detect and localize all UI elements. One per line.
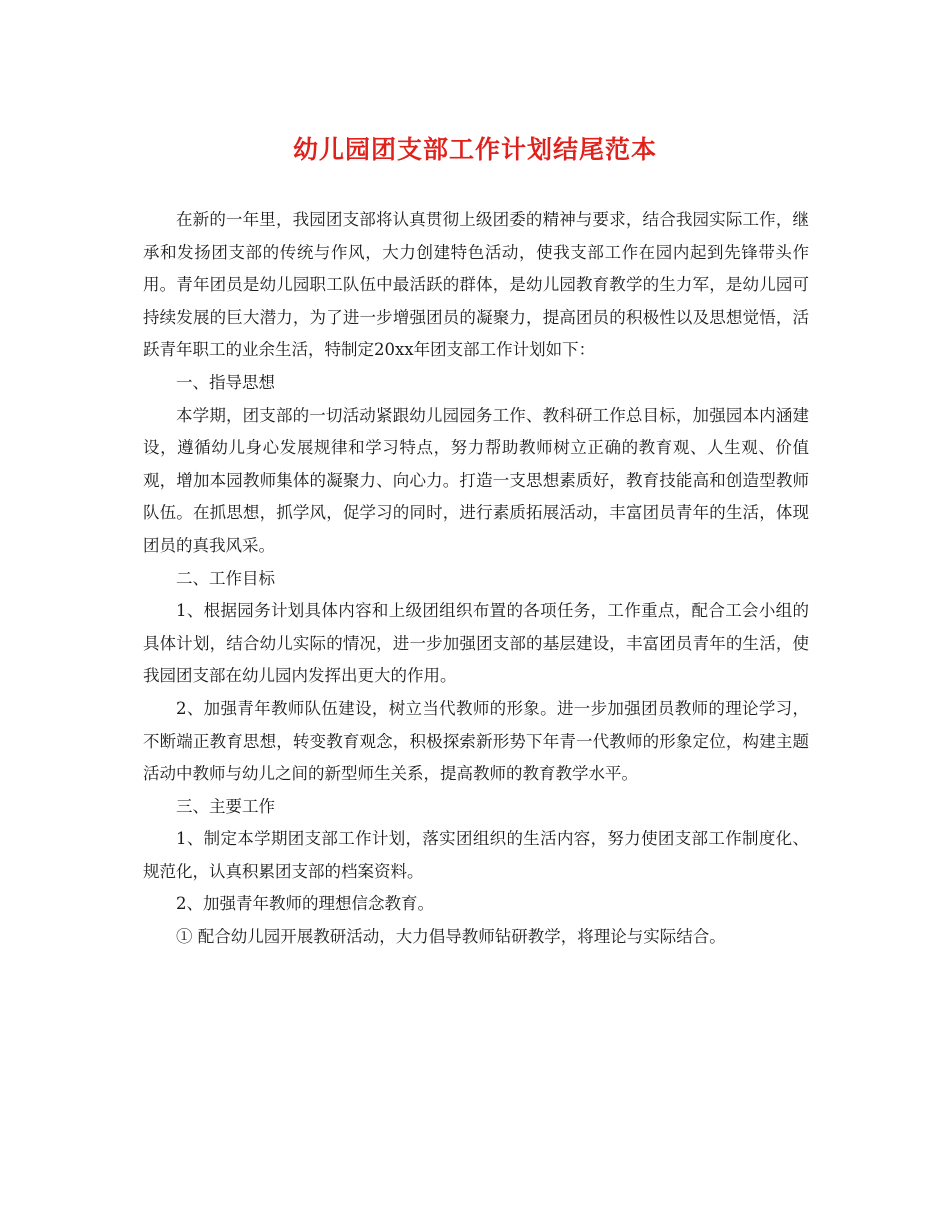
section-heading-guiding-thought: 一、指导思想 xyxy=(176,372,275,392)
guiding-thought-paragraph: 本学期，团支部的一切活动紧跟幼儿园园务工作、教科研工作总目标，加强园本内涵建设，遵循幼儿身心发展规律和学习特点，努力帮助教师树立正确的教育观、人生观、价值观，增加本园教师集体的凝聚力、向心力。打造一支思想素质好，教育技能高和创造型教师队伍。在抓思想，抓学风，促学习的同时，进行素质拓展活动，丰富团员青年的生活，体现团员的真我风采。 xyxy=(143,405,809,555)
section-heading-work-goals: 二、工作目标 xyxy=(176,568,275,588)
main-work-subitem-1: ① 配合幼儿园开展教研活动，大力倡导教师钻研教学，将理论与实际结合。 xyxy=(176,927,726,947)
section-heading-main-work: 三、主要工作 xyxy=(176,796,275,816)
main-work-item-2: 2、加强青年教师的理想信念教育。 xyxy=(176,894,434,914)
work-goal-item-1: 1、根据园务计划具体内容和上级团组织布置的各项任务，工作重点，配合工会小组的具体计划，结合幼儿实际的情况，进一步加强团支部的基层建设，丰富团员青年的生活，使我园团支部在幼儿园内发挥出更大的作用。 xyxy=(143,601,809,686)
main-work-item-1: 1、制定本学期团支部工作计划，落实团组织的生活内容，努力使团支部工作制度化、规范化，认真积累团支部的档案资料。 xyxy=(143,829,809,881)
document-body xyxy=(143,204,809,954)
work-goal-item-2: 2、加强青年教师队伍建设，树立当代教师的形象。进一步加强团员教师的理论学习，不断端正教育思想，转变教育观念，积极探索新形势下年青一代教师的形象定位，构建主题活动中教师与幼儿之间的新型师生关系，提高教师的教育教学水平。 xyxy=(143,698,809,784)
intro-paragraph: 在新的一年里，我园团支部将认真贯彻上级团委的精神与要求，结合我园实际工作，继承和发扬团支部的传统与作风，大力创建特色活动，使我支部工作在园内起到先锋带头作用。青年团员是幼儿园职工队伍中最活跃的群体，是幼儿园教育教学的生力军，是幼儿园可持续发展的巨大潜力，为了进一步增强团员的凝聚力，提高团员的积极性以及思想觉悟，活跃青年职工的业余生活，特制定20xx年团支部工作计划如下： xyxy=(143,210,809,360)
document-title: 幼儿园团支部工作计划结尾范本 xyxy=(292,135,657,164)
